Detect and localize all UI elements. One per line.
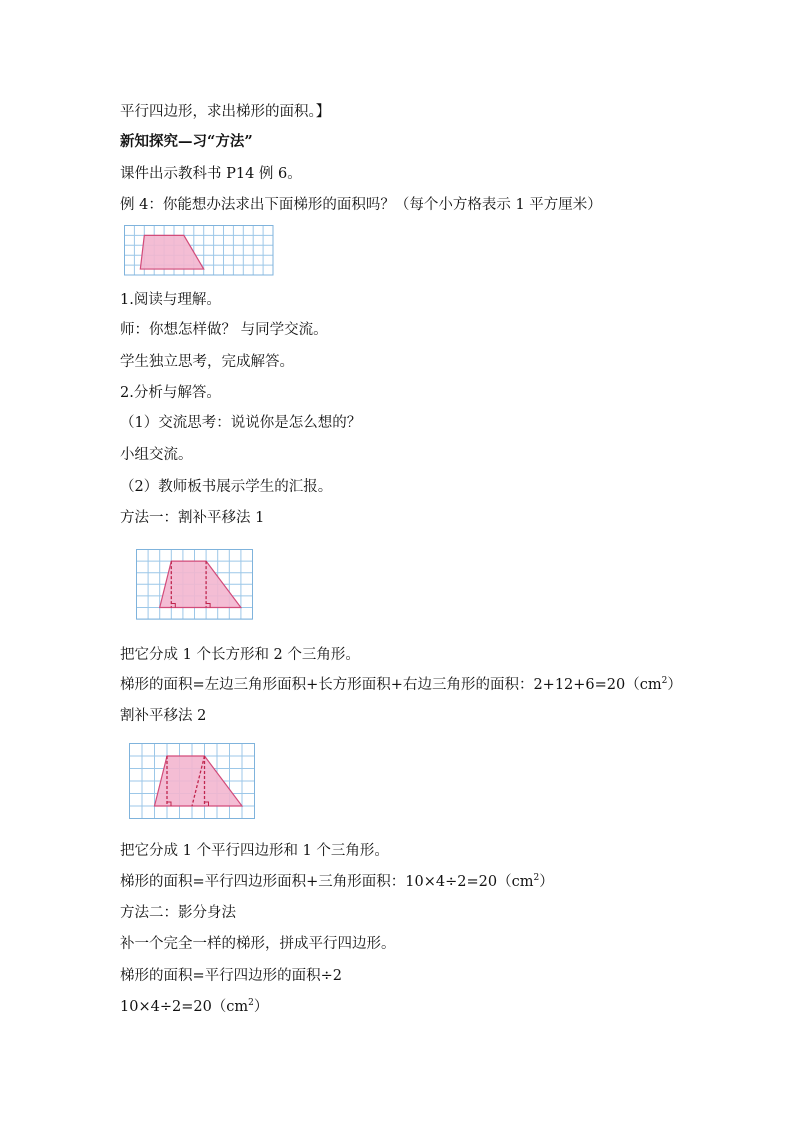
text-line: 把它分成 1 个平行四边形和 1 个三角形。 — [120, 843, 389, 859]
method-heading: 方法二：影分身法 — [120, 905, 236, 921]
text-line: 把它分成 1 个长方形和 2 个三角形。 — [120, 647, 360, 663]
text-line: 学生独立思考，完成解答。 — [120, 354, 294, 370]
method-heading: 割补平移法 2 — [120, 708, 207, 724]
formula-line: 梯形的面积=平行四边形面积+三角形面积：$10\times 4\div 2=20(cm^2)$ — [120, 873, 554, 890]
method-heading: 方法一：割补平移法 1 — [120, 510, 265, 526]
section-heading: 新知探究—习“方法” — [120, 133, 253, 150]
text-line: 平行四边形，求出梯形的面积。】 — [120, 104, 331, 120]
text-line: 2.分析与解答。 — [120, 385, 221, 401]
text-line: 课件出示教科书 P14 例 6。 — [120, 166, 302, 182]
trapezoid-grid-figure — [124, 225, 274, 279]
text-line: （2）教师板书展示学生的汇报。 — [120, 479, 333, 495]
example-question: 例 4：你能想办法求出下面梯形的面积吗？（每个小方格表示 1 平方厘米） — [120, 197, 602, 213]
text-line: 师：你想怎样做？ 与同学交流。 — [120, 322, 328, 338]
figure-method-1b — [129, 743, 257, 819]
trapezoid-split-rect-figure — [136, 549, 254, 621]
text-line: 小组交流。 — [120, 447, 193, 463]
formula-line: 梯形的面积=左边三角形面积+长方形面积+右边三角形的面积：$2+12+6=20(cm^2)$ — [120, 676, 682, 693]
text-line: （1）交流思考：说说你是怎么想的？ — [120, 415, 362, 431]
text-line: 1.阅读与理解。 — [120, 292, 221, 308]
formula-line: 梯形的面积=平行四边形的面积÷2 — [120, 968, 343, 984]
figure-method-1 — [136, 549, 254, 621]
trapezoid-split-parallelogram-figure — [129, 743, 257, 819]
figure-trapezoid — [124, 225, 274, 279]
text-line: 补一个完全一样的梯形，拼成平行四边形。 — [120, 936, 396, 952]
formula-line: $10\times 4\div 2=20(cm^2)$ — [120, 998, 269, 1015]
